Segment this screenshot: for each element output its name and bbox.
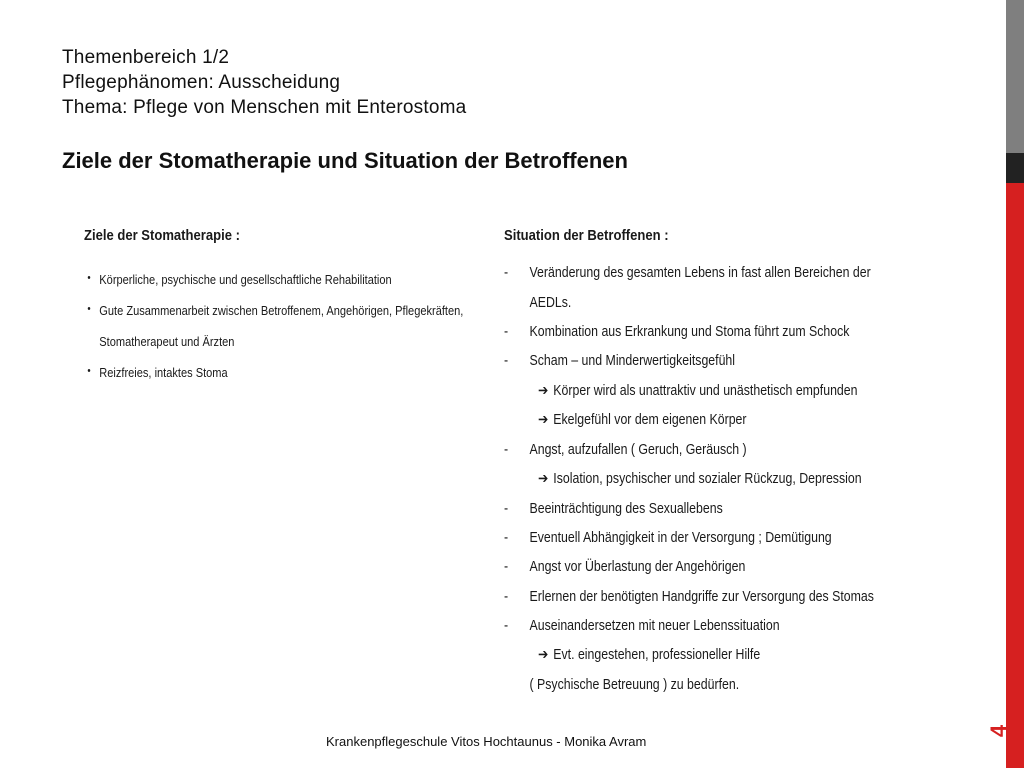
arrow-right-icon: ➔ bbox=[538, 471, 549, 487]
dash-marker: - bbox=[504, 265, 509, 281]
bullet-icon: • bbox=[87, 272, 91, 284]
page-number: 4 bbox=[986, 724, 1011, 738]
scanned-content bbox=[84, 218, 874, 708]
situation-item-text: Beeinträchtigung des Sexuallebens bbox=[529, 501, 723, 517]
situation-item-text: Eventuell Abhängigkeit in der Versorgung ; Demütigung bbox=[529, 530, 832, 546]
situation-item-text: Ekelgefühl vor dem eigenen Körper bbox=[553, 412, 747, 428]
side-bar-dark-segment bbox=[1006, 153, 1024, 183]
header-line-1: Themenbereich 1/2 bbox=[62, 47, 230, 68]
dash-marker: - bbox=[504, 353, 509, 369]
arrow-right-icon: ➔ bbox=[538, 412, 549, 428]
situation-item-text: Auseinandersetzen mit neuer Lebenssituation bbox=[529, 618, 780, 634]
header-line-3: Thema: Pflege von Menschen mit Enterostoma bbox=[62, 97, 467, 118]
goals-item-text: Gute Zusammenarbeit zwischen Betroffenem, Angehörigen, Pflegekräften, bbox=[99, 303, 464, 318]
situation-heading: Situation der Betroffenen : bbox=[504, 228, 669, 244]
bullet-icon: • bbox=[87, 303, 91, 315]
situation-item-text: Scham – und Minderwertigkeitsgefühl bbox=[529, 353, 736, 369]
situation-item-text: Angst, aufzufallen ( Geruch, Geräusch ) bbox=[529, 442, 747, 458]
situation-item-text: Angst vor Überlastung der Angehörigen bbox=[529, 559, 746, 575]
dash-marker: - bbox=[504, 559, 509, 575]
side-bar-red bbox=[1006, 153, 1024, 768]
dash-marker: - bbox=[504, 589, 509, 605]
situation-item-text: ( Psychische Betreuung ) zu bedürfen. bbox=[529, 677, 740, 693]
goals-item-text: Stomatherapeut und Ärzten bbox=[99, 334, 235, 349]
slide-title: Ziele der Stomatherapie und Situation der Betroffenen bbox=[62, 148, 628, 173]
bullet-icon: • bbox=[87, 365, 91, 377]
goals-item-text: Reizfreies, intaktes Stoma bbox=[99, 365, 228, 380]
situation-item-text: Kombination aus Erkrankung und Stoma führt zum Schock bbox=[529, 324, 850, 340]
side-bar-grey bbox=[1006, 0, 1024, 153]
situation-item-text: AEDLs. bbox=[529, 295, 572, 311]
dash-marker: - bbox=[504, 324, 509, 340]
situation-item-text: Körper wird als unattraktiv und unästhetisch empfunden bbox=[553, 383, 858, 399]
arrow-right-icon: ➔ bbox=[538, 383, 549, 399]
dash-marker: - bbox=[504, 618, 509, 634]
dash-marker: - bbox=[504, 442, 509, 458]
situation-item-text: Veränderung des gesamten Lebens in fast allen Bereichen der bbox=[529, 265, 871, 281]
dash-marker: - bbox=[504, 530, 509, 546]
header-line-2: Pflegephänomen: Ausscheidung bbox=[62, 72, 341, 93]
situation-item-text: Evt. eingestehen, professioneller Hilfe bbox=[553, 647, 761, 663]
situation-item-text: Erlernen der benötigten Handgriffe zur Versorgung des Stomas bbox=[529, 589, 874, 605]
dash-marker: - bbox=[504, 501, 509, 517]
footer-text: Krankenpflegeschule Vitos Hochtaunus - Monika Avram bbox=[326, 734, 647, 749]
situation-item-text: Isolation, psychischer und sozialer Rückzug, Depression bbox=[553, 471, 862, 487]
arrow-right-icon: ➔ bbox=[538, 647, 549, 663]
goals-heading: Ziele der Stomatherapie : bbox=[84, 228, 240, 244]
header-block bbox=[62, 45, 466, 120]
goals-item-text: Körperliche, psychische und gesellschaftliche Rehabilitation bbox=[99, 272, 392, 287]
